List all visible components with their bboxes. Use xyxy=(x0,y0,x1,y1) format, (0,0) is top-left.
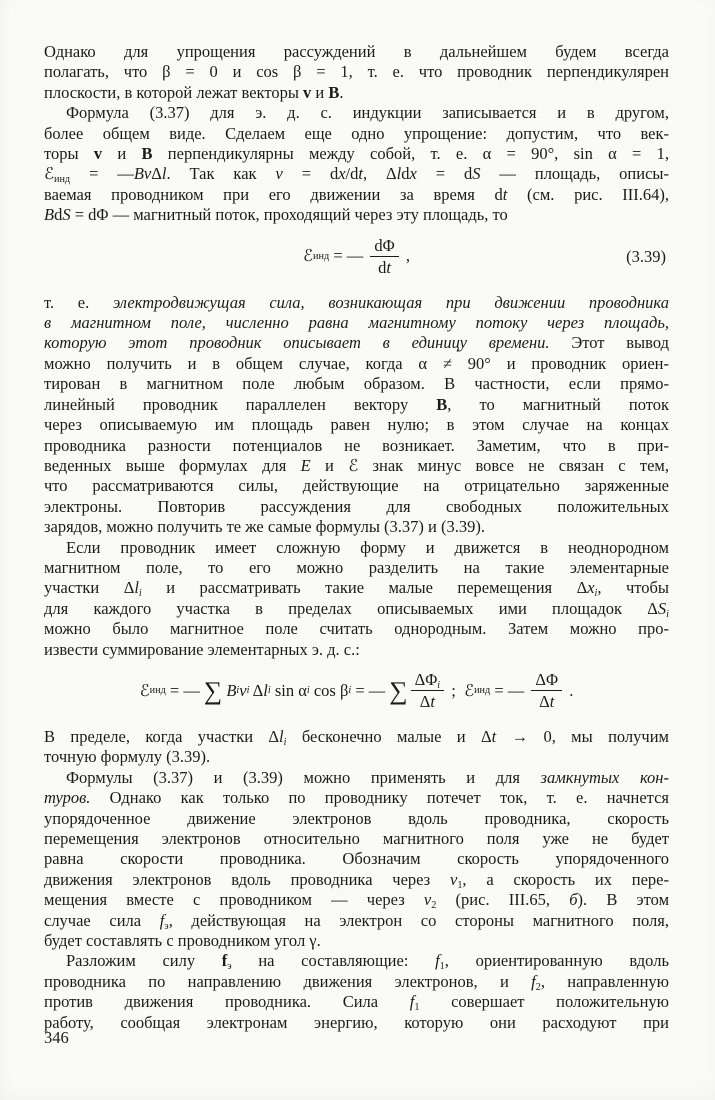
text-line: что рассматриваются силы, действующие на отрицательно заряженные xyxy=(44,476,669,496)
paragraph xyxy=(44,103,669,225)
text-line: проводника разности потенциалов не возникает. Заметим, что в при- xyxy=(44,435,669,455)
text-line: через описываемую им площадь равен нулю; в этом случае на концах xyxy=(44,415,669,435)
text-line: Формула (3.37) для э. д. с. индукции записывается и в другом, xyxy=(66,103,669,123)
text-line: против движения проводника. Сила f1 совершает положительную xyxy=(44,992,669,1013)
text-line: BdS = dΦ — магнитный поток, проходящий через эту площадь, то xyxy=(44,205,508,225)
text-line: мещения вместе с проводником — через v2 (рис. III.65, б). В этом xyxy=(44,890,669,911)
text-line: полагать, что β = 0 и cos β = 1, т. е. что проводник перпендикулярен xyxy=(44,62,669,82)
equation xyxy=(44,668,669,714)
text-line: работу, сообщая электронам энергию, которую они расходуют при xyxy=(44,1012,669,1032)
text-line: проводника по направлению движения электронов, и f2, направленную xyxy=(44,971,669,993)
paragraph xyxy=(44,768,669,952)
text-line: перемещения электронов относительно магнитного поля уже не будет xyxy=(44,829,669,848)
paragraph xyxy=(44,951,669,1033)
text-line: электроны. Повторив рассуждения для свободных положительных xyxy=(44,496,669,516)
text-line: можно получить и в общем случае, когда α ≠ 90° и проводник ориен- xyxy=(44,353,669,373)
text-line: т. е. электродвижущая сила, возникающая при движении проводника xyxy=(44,292,669,312)
text-line: для каждого участка в пределах описываемых ими площадок ΔSi xyxy=(44,598,669,620)
text-line: торы v и B перпендикулярны между собой, т. е. α = 90°, sin α = 1, xyxy=(44,144,669,164)
text-line: магнитном поле, то его можно разделить на такие элементарные xyxy=(44,557,669,577)
text-line: линейный проводник параллелен вектору B, то магнитный поток xyxy=(44,394,669,414)
equation xyxy=(44,234,669,280)
text-line: извести суммирование элементарных э. д. с.: xyxy=(44,639,360,659)
text-line: более общем виде. Сделаем еще одно упрощение: допустим, что век- xyxy=(44,123,669,143)
text-line: в магнитном поле, численно равна магнитному потоку через площадь, xyxy=(44,313,669,333)
text-column xyxy=(44,42,669,1033)
page-number: 346 xyxy=(44,1028,69,1047)
text-line: точную формулу (3.39). xyxy=(44,747,211,767)
text-line: Разложим силу fэ на составляющие: f1, ориентированную вдоль xyxy=(66,951,669,972)
text-line: туров. Однако как только по проводнику потечет ток, т. е. начнется xyxy=(44,788,669,808)
text-line: ваемая проводником при его движении за время dt (см. рис. III.64), xyxy=(44,184,669,204)
text-line: В пределе, когда участки Δli бесконечно малые и Δt → 0, мы получим xyxy=(44,726,669,748)
text-line: случае сила fэ, действующая на электрон со стороны магнитного поля, xyxy=(44,910,669,932)
text-line: движения электронов вдоль проводника через v1, а скорость их пере- xyxy=(44,869,669,891)
text-line: можно было магнитное поле считать однородным. Затем можно про- xyxy=(44,619,669,639)
text-line: Если проводник имеет сложную форму и движется в неоднородном xyxy=(66,537,669,557)
text-line: тирован в магнитном поле любым образом. В частности, если прямо- xyxy=(44,374,669,394)
fraction: $\frac{d\Phi}{dt}$ xyxy=(370,237,398,277)
text-line: участки Δli и рассматривать такие малые перемещения Δxi, чтобы xyxy=(44,578,669,599)
paragraph xyxy=(44,727,669,768)
text-line: упорядоченное движение электронов вдоль проводника, скорость xyxy=(44,808,669,828)
text-line: веденных выше формулах для E и ℰ знак минус вовсе не связан с тем, xyxy=(44,455,669,475)
text-line: ℰинд = —BvΔl. Так как v = dx/dt, Δldx = dS — площадь, описы- xyxy=(44,164,669,185)
text-line: будет составлять с проводником угол γ. xyxy=(44,931,321,951)
paragraph xyxy=(44,42,669,103)
paragraph xyxy=(44,293,669,538)
equation-body: ℰ инд = — $\frac{d\Phi}{dt}$ , xyxy=(303,235,410,278)
paragraph xyxy=(44,538,669,660)
fraction: $\frac{\text{ΔΦi}}{\Delta t}$ xyxy=(411,671,445,711)
text-line: плоскости, в которой лежат векторы v и B. xyxy=(44,82,344,102)
text-line: зарядов, можно получить те же самые формулы (3.37) и (3.39). xyxy=(44,517,485,537)
fraction: $\frac{\Delta\Phi}{\Delta t}$ xyxy=(531,671,562,711)
text-line: Однако для упрощения рассуждений в дальнейшем будем всегда xyxy=(44,42,669,61)
text-line: Формулы (3.37) и (3.39) можно применять и для замкнутых кон- xyxy=(66,767,669,787)
equation-number: (3.39) xyxy=(626,246,666,266)
equation-body: ℰ инд = — ∑ B i v i Δ l i sin α i cos β i = — ∑ $\frac{\text{ΔΦi}}{\Delta t}$ ; ℰ инд = — $\frac{\Delta\Phi}{\Delta t}$ . xyxy=(139,670,574,712)
text-line: которую этот проводник описывает в единицу времени. Этот вывод xyxy=(44,333,669,353)
text-line: равна скорости проводника. Обозначим скорость упорядоченного xyxy=(44,849,669,869)
